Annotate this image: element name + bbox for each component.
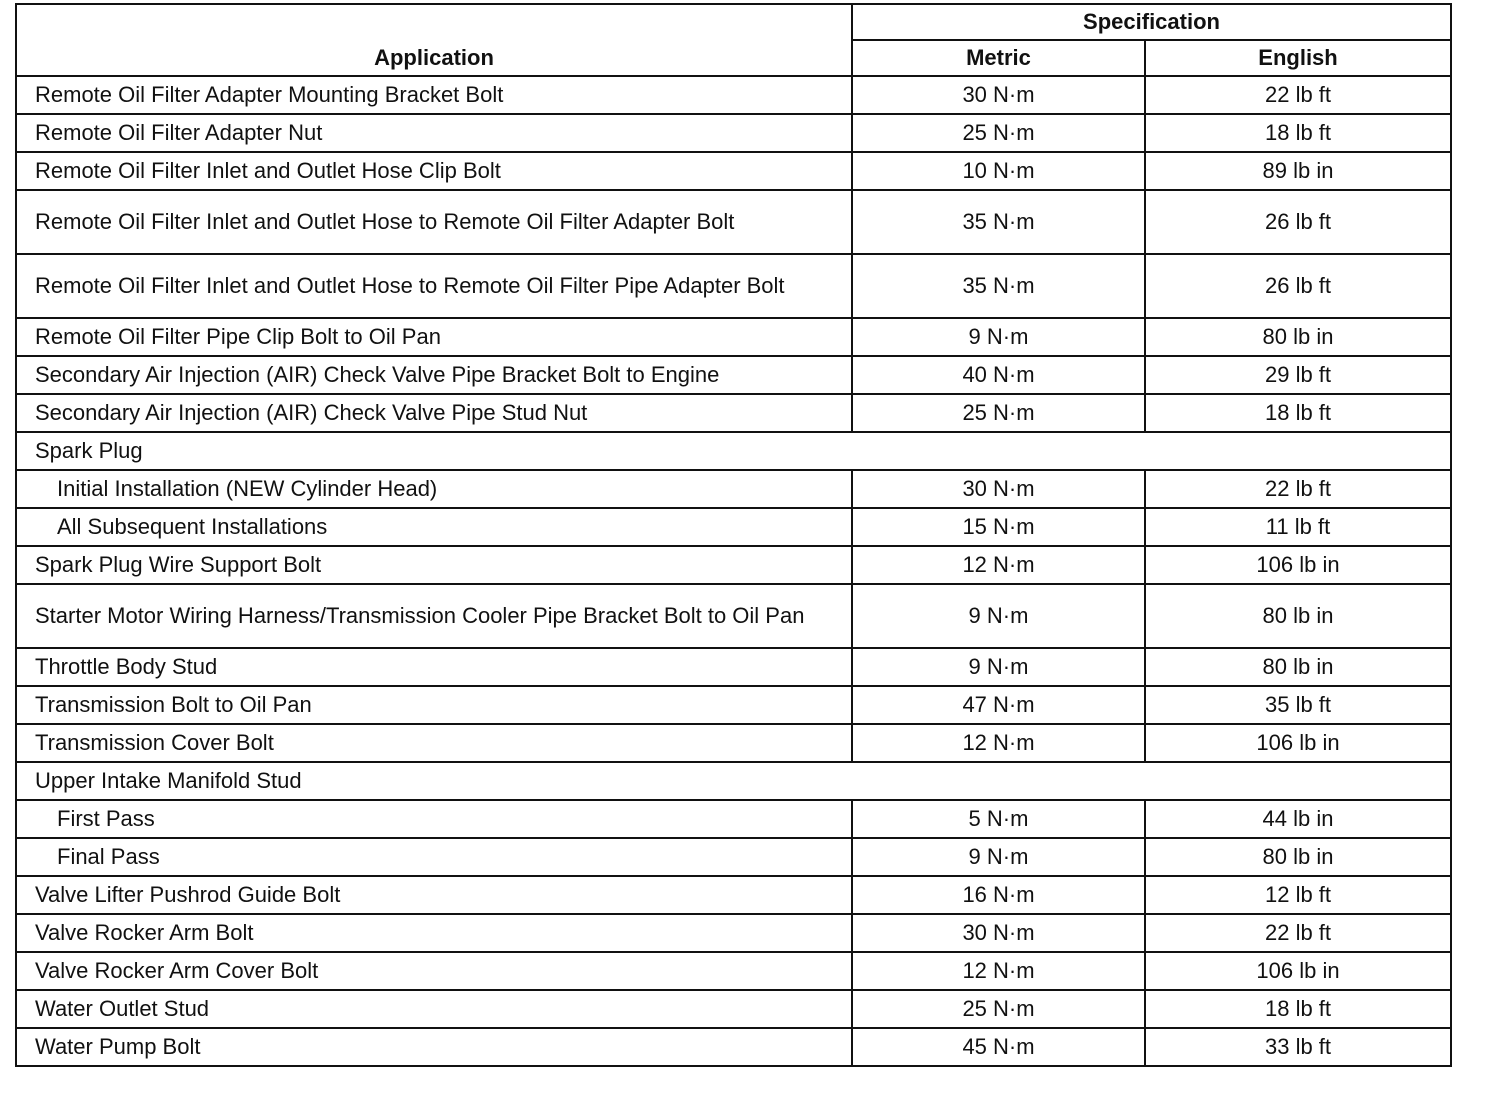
english-cell: 80 lb in: [1145, 318, 1451, 356]
english-cell: 18 lb ft: [1145, 114, 1451, 152]
table-row: [16, 394, 1451, 432]
metric-cell: 9 N·m: [852, 648, 1145, 686]
english-cell: 29 lb ft: [1145, 356, 1451, 394]
application-cell: Secondary Air Injection (AIR) Check Valve Pipe Stud Nut: [16, 394, 852, 432]
application-cell: Water Pump Bolt: [16, 1028, 852, 1066]
group-row: [16, 762, 1451, 800]
application-cell: Remote Oil Filter Pipe Clip Bolt to Oil Pan: [16, 318, 852, 356]
metric-cell: 9 N·m: [852, 584, 1145, 648]
table-row: [16, 648, 1451, 686]
table-row: [16, 114, 1451, 152]
table-row: [16, 76, 1451, 114]
group-row: [16, 432, 1451, 470]
english-cell: 18 lb ft: [1145, 394, 1451, 432]
table-row: [16, 584, 1451, 648]
metric-cell: 30 N·m: [852, 76, 1145, 114]
english-cell: 22 lb ft: [1145, 76, 1451, 114]
header-metric: Metric: [852, 40, 1145, 76]
application-cell: Remote Oil Filter Inlet and Outlet Hose to Remote Oil Filter Adapter Bolt: [16, 190, 852, 254]
metric-cell: 35 N·m: [852, 190, 1145, 254]
table-row: [16, 952, 1451, 990]
table-row: [16, 990, 1451, 1028]
english-cell: 89 lb in: [1145, 152, 1451, 190]
table-row: [16, 800, 1451, 838]
metric-cell: 30 N·m: [852, 914, 1145, 952]
application-cell: Initial Installation (NEW Cylinder Head): [16, 470, 852, 508]
application-cell: Spark Plug Wire Support Bolt: [16, 546, 852, 584]
table-row: [16, 686, 1451, 724]
english-cell: 26 lb ft: [1145, 190, 1451, 254]
header-specification: Specification: [852, 4, 1451, 40]
table-row: [16, 190, 1451, 254]
application-cell: Throttle Body Stud: [16, 648, 852, 686]
metric-cell: 16 N·m: [852, 876, 1145, 914]
fastener-spec-table: [15, 3, 1452, 1067]
metric-cell: 25 N·m: [852, 394, 1145, 432]
english-cell: 26 lb ft: [1145, 254, 1451, 318]
english-cell: 80 lb in: [1145, 648, 1451, 686]
metric-cell: 5 N·m: [852, 800, 1145, 838]
english-cell: 80 lb in: [1145, 838, 1451, 876]
table-row: [16, 546, 1451, 584]
english-cell: 12 lb ft: [1145, 876, 1451, 914]
application-cell: Transmission Cover Bolt: [16, 724, 852, 762]
metric-cell: 12 N·m: [852, 546, 1145, 584]
metric-cell: 15 N·m: [852, 508, 1145, 546]
application-cell: First Pass: [16, 800, 852, 838]
metric-cell: 45 N·m: [852, 1028, 1145, 1066]
metric-cell: 25 N·m: [852, 114, 1145, 152]
application-cell: Remote Oil Filter Adapter Nut: [16, 114, 852, 152]
table-row: [16, 1028, 1451, 1066]
application-cell: Water Outlet Stud: [16, 990, 852, 1028]
table-row: [16, 470, 1451, 508]
english-cell: 35 lb ft: [1145, 686, 1451, 724]
table-row: [16, 508, 1451, 546]
application-cell: Valve Rocker Arm Cover Bolt: [16, 952, 852, 990]
application-cell: Secondary Air Injection (AIR) Check Valve Pipe Bracket Bolt to Engine: [16, 356, 852, 394]
english-cell: 106 lb in: [1145, 724, 1451, 762]
english-cell: 22 lb ft: [1145, 914, 1451, 952]
table-row: [16, 318, 1451, 356]
application-cell: All Subsequent Installations: [16, 508, 852, 546]
application-cell: Valve Lifter Pushrod Guide Bolt: [16, 876, 852, 914]
english-cell: 44 lb in: [1145, 800, 1451, 838]
metric-cell: 10 N·m: [852, 152, 1145, 190]
header-row-top: [16, 4, 1451, 40]
group-heading-cell: Spark Plug: [16, 432, 1451, 470]
header-application: Application: [16, 4, 852, 76]
table-row: [16, 876, 1451, 914]
english-cell: 106 lb in: [1145, 952, 1451, 990]
application-cell: Remote Oil Filter Inlet and Outlet Hose to Remote Oil Filter Pipe Adapter Bolt: [16, 254, 852, 318]
metric-cell: 9 N·m: [852, 318, 1145, 356]
application-cell: Remote Oil Filter Adapter Mounting Bracket Bolt: [16, 76, 852, 114]
table-row: [16, 356, 1451, 394]
table-row: [16, 838, 1451, 876]
english-cell: 80 lb in: [1145, 584, 1451, 648]
metric-cell: 47 N·m: [852, 686, 1145, 724]
table-row: [16, 254, 1451, 318]
application-cell: Final Pass: [16, 838, 852, 876]
metric-cell: 25 N·m: [852, 990, 1145, 1028]
group-heading-cell: Upper Intake Manifold Stud: [16, 762, 1451, 800]
application-cell: Remote Oil Filter Inlet and Outlet Hose Clip Bolt: [16, 152, 852, 190]
application-cell: Valve Rocker Arm Bolt: [16, 914, 852, 952]
metric-cell: 12 N·m: [852, 952, 1145, 990]
table-row: [16, 914, 1451, 952]
table-row: [16, 724, 1451, 762]
header-english: English: [1145, 40, 1451, 76]
application-cell: Starter Motor Wiring Harness/Transmission Cooler Pipe Bracket Bolt to Oil Pan: [16, 584, 852, 648]
metric-cell: 9 N·m: [852, 838, 1145, 876]
table-row: [16, 152, 1451, 190]
english-cell: 33 lb ft: [1145, 1028, 1451, 1066]
application-cell: Transmission Bolt to Oil Pan: [16, 686, 852, 724]
english-cell: 18 lb ft: [1145, 990, 1451, 1028]
english-cell: 11 lb ft: [1145, 508, 1451, 546]
metric-cell: 12 N·m: [852, 724, 1145, 762]
english-cell: 106 lb in: [1145, 546, 1451, 584]
metric-cell: 40 N·m: [852, 356, 1145, 394]
metric-cell: 30 N·m: [852, 470, 1145, 508]
english-cell: 22 lb ft: [1145, 470, 1451, 508]
metric-cell: 35 N·m: [852, 254, 1145, 318]
